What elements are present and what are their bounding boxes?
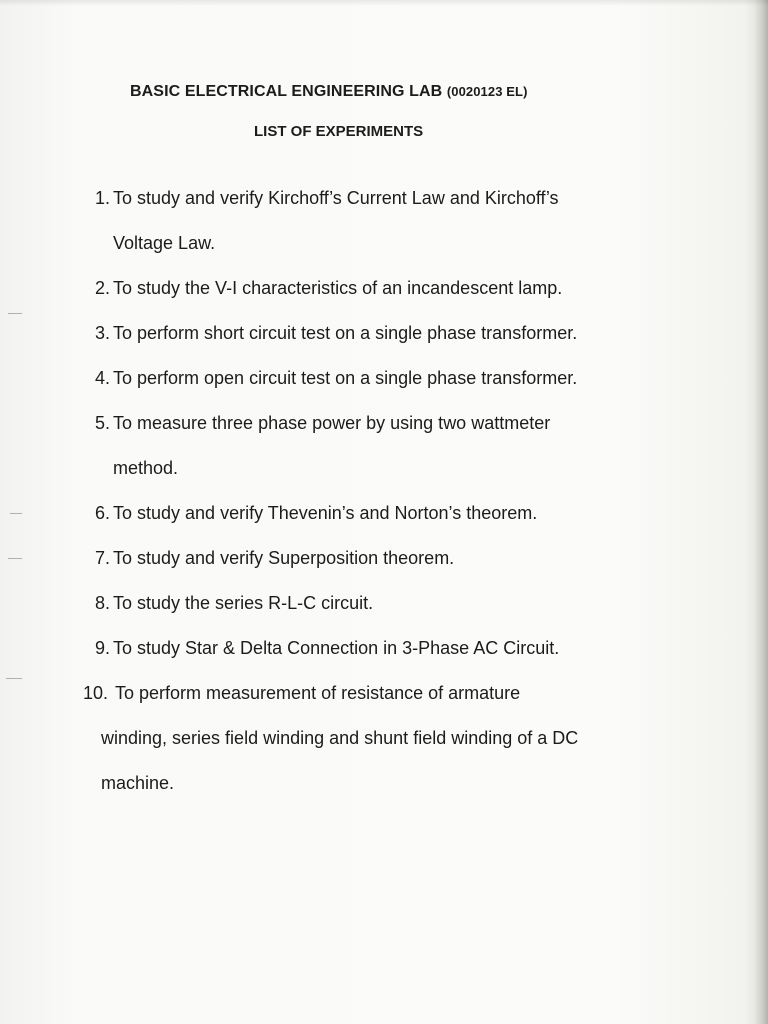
item-number: 3. xyxy=(94,323,110,343)
list-item-1 xyxy=(0,176,768,221)
item-text-continued: machine. xyxy=(101,773,175,793)
item-number: 1. xyxy=(94,188,110,208)
item-number: 2. xyxy=(94,278,110,298)
item-text: To study and verify Superposition theorem. xyxy=(113,548,455,568)
item-number: 9. xyxy=(94,638,110,658)
lab-title-text: BASIC ELECTRICAL ENGINEERING LAB xyxy=(130,83,443,100)
item-text: To study and verify Kirchoff’s Current Law and Kirchoff’s xyxy=(113,188,559,208)
list-item-1-continued xyxy=(0,221,768,266)
list-item-10 xyxy=(0,671,768,716)
item-number: 10. xyxy=(82,683,108,703)
experiment-list xyxy=(0,176,768,806)
list-item-7 xyxy=(0,536,768,581)
list-subtitle: LIST OF EXPERIMENTS xyxy=(254,123,424,140)
item-number: 7. xyxy=(94,548,110,568)
list-item-5-continued xyxy=(0,446,768,491)
list-item-3 xyxy=(0,311,768,356)
list-item-10-continued xyxy=(0,761,768,806)
page-top-shadow xyxy=(0,0,768,6)
item-text: To measure three phase power by using two wattmeter xyxy=(113,413,551,433)
list-item-2 xyxy=(0,266,768,311)
list-item-8 xyxy=(0,581,768,626)
lab-title xyxy=(130,83,528,101)
list-item-4 xyxy=(0,356,768,401)
item-text: To perform short circuit test on a single phase transformer. xyxy=(113,323,578,343)
list-item-6 xyxy=(0,491,768,536)
item-text: To study Star & Delta Connection in 3-Phase AC Circuit. xyxy=(113,638,560,658)
item-text: To study and verify Thevenin’s and Norton’s theorem. xyxy=(113,503,538,523)
list-item-5 xyxy=(0,401,768,446)
list-item-9 xyxy=(0,626,768,671)
item-text: To study the series R-L-C circuit. xyxy=(113,593,374,613)
item-text-continued: Voltage Law. xyxy=(113,233,216,253)
item-text: To perform open circuit test on a single phase transformer. xyxy=(113,368,578,388)
item-number: 5. xyxy=(94,413,110,433)
item-number: 6. xyxy=(94,503,110,523)
list-item-10-continued xyxy=(0,716,768,761)
item-text-continued: winding, series field winding and shunt field winding of a DC xyxy=(101,728,579,748)
item-number: 4. xyxy=(94,368,110,388)
item-text: To study the V-I characteristics of an incandescent lamp. xyxy=(113,278,563,298)
lab-code: (0020123 EL) xyxy=(446,84,528,99)
item-number: 8. xyxy=(94,593,110,613)
item-text-continued: method. xyxy=(113,458,179,478)
item-text: To perform measurement of resistance of armature xyxy=(115,683,521,703)
